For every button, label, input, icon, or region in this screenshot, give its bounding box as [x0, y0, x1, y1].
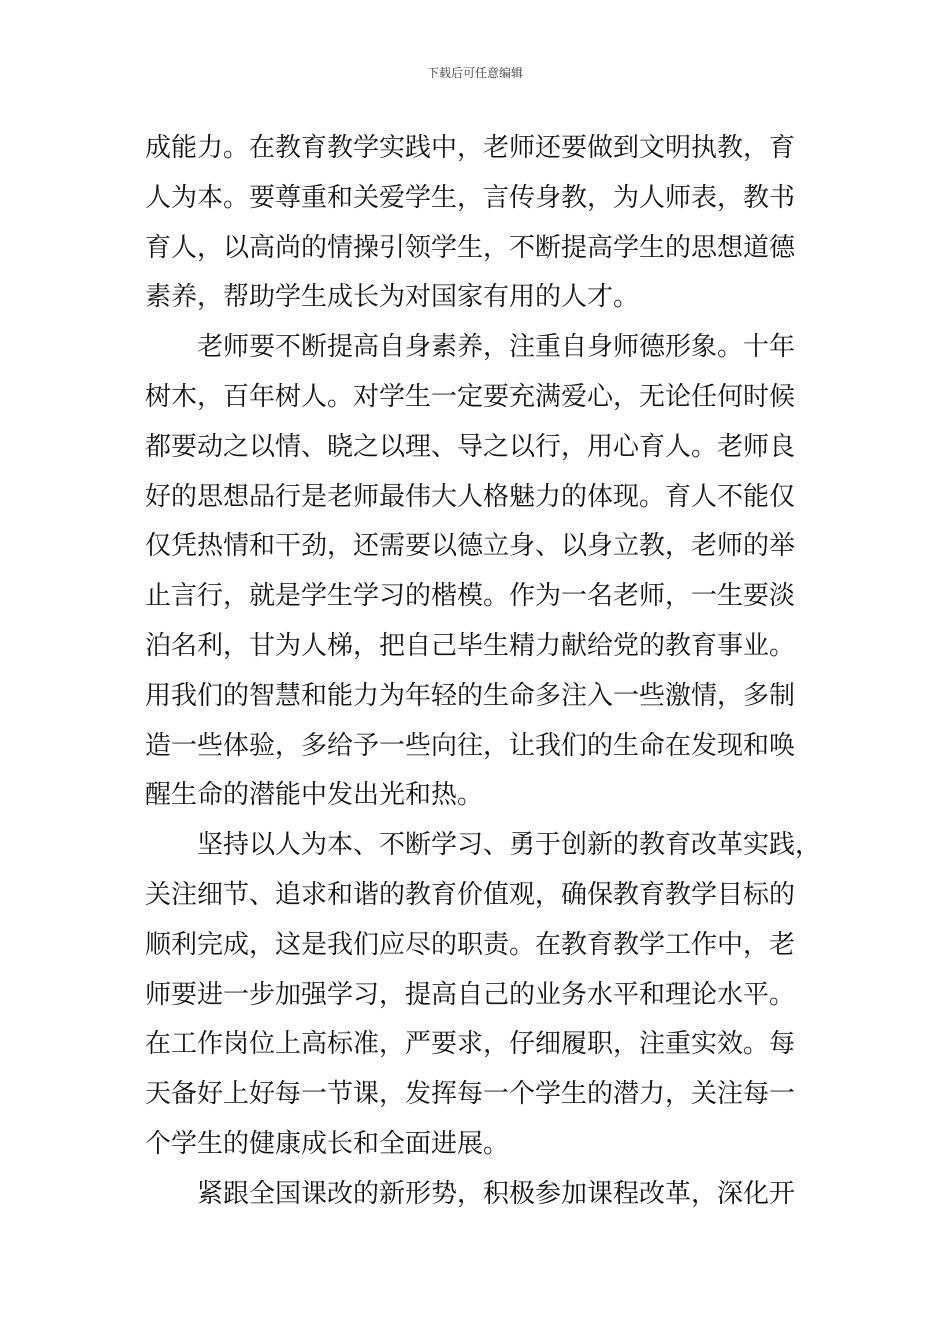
text-line: 育人，以高尚的情操引领学生，不断提高学生的思想道德 [145, 232, 796, 263]
page-header: 下载后可任意编辑 [426, 66, 523, 80]
text-line: 关注细节、追求和谐的教育价值观，确保教育教学目标的 [145, 879, 796, 910]
text-line: 人为本。要尊重和关爱学生，言传身教，为人师表，教书 [145, 182, 796, 213]
text-line: 都要动之以情、晓之以理、导之以行，用心育人。老师良 [145, 431, 796, 462]
text-line: 个学生的健康成长和全面进展。 [145, 1128, 510, 1159]
text-line: 在工作岗位上高标准，严要求，仔细履职，注重实效。每 [145, 1029, 796, 1060]
document-body [145, 124, 822, 1220]
text-line: 顺利完成，这是我们应尽的职责。在教育教学工作中，老 [145, 929, 796, 960]
text-line: 好的思想品行是老师最伟大人格魅力的体现。育人不能仅 [145, 481, 796, 512]
text-line: 师要进一步加强学习，提高自己的业务水平和理论水平。 [145, 979, 796, 1010]
text-line: 坚持以人为本、不断学习、勇于创新的教育改革实践， [197, 830, 822, 861]
text-line: 造一些体验，多给予一些向往，让我们的生命在发现和唤 [145, 730, 796, 761]
text-line: 泊名利，甘为人梯，把自己毕生精力献给党的教育事业。 [145, 630, 796, 661]
text-line: 老师要不断提高自身素养，注重自身师德形象。十年 [197, 332, 796, 363]
text-line: 用我们的智慧和能力为年轻的生命多注入一些激情，多制 [145, 680, 796, 711]
text-line: 成能力。在教育教学实践中，老师还要做到文明执教，育 [145, 133, 796, 163]
text-line: 紧跟全国课改的新形势，积极参加课程改革，深化开 [197, 1178, 796, 1209]
text-line: 树木，百年树人。对学生一定要充满爱心，无论任何时候 [145, 381, 796, 412]
text-line: 天备好上好每一节课，发挥每一个学生的潜力，关注每一 [145, 1079, 796, 1110]
text-line: 醒生命的潜能中发出光和热。 [145, 780, 484, 811]
text-line: 素养，帮助学生成长为对国家有用的人才。 [145, 282, 640, 313]
text-line: 止言行，就是学生学习的楷模。作为一名老师，一生要淡 [145, 581, 796, 612]
text-line: 仅凭热情和干劲，还需要以德立身、以身立教，老师的举 [145, 531, 796, 562]
